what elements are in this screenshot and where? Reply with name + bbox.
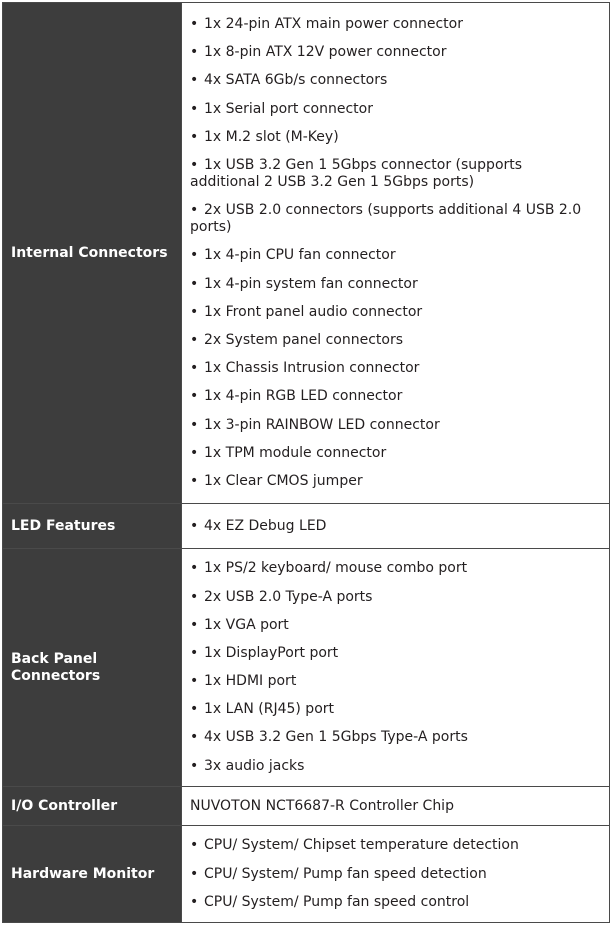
spec-item [190, 157, 595, 191]
bullet: • [190, 444, 199, 461]
spec-item [190, 360, 595, 377]
spec-item-text: 1x 8-pin ATX 12V power connector [204, 44, 447, 61]
spec-item-text: 1x DisplayPort port [204, 644, 339, 661]
spec-item-text: 1x Front panel audio connector [204, 303, 423, 320]
spec-item-text: 1x 24-pin ATX main power connector [204, 16, 463, 33]
spec-row-led-features [3, 504, 610, 549]
spec-item-text: 1x Serial port connector [204, 100, 373, 117]
spec-item-text: 1x TPM module connector [204, 444, 387, 461]
spec-value [182, 826, 610, 923]
spec-item [190, 589, 595, 606]
spec-item-text: 1x HDMI port [204, 673, 297, 690]
bullet: • [190, 100, 199, 117]
spec-item-text: CPU/ System/ Chipset temperature detection [204, 837, 519, 854]
spec-item [190, 304, 595, 321]
bullet: • [190, 16, 199, 33]
bullet: • [190, 837, 199, 854]
spec-row-back-panel-connectors [3, 549, 610, 787]
spec-item [190, 72, 595, 89]
spec-item [190, 518, 595, 535]
spec-item-text: 1x 3-pin RAINBOW LED connector [204, 416, 440, 433]
spec-item [190, 701, 595, 718]
bullet: • [190, 388, 199, 405]
bullet: • [190, 893, 199, 910]
spec-item-text: 4x SATA 6Gb/s connectors [204, 72, 388, 89]
spec-item [190, 332, 595, 349]
bullet: • [190, 560, 199, 577]
spec-item-text: 2x USB 2.0 connectors (supports additional 4 USB 2.0 ports) [190, 202, 582, 236]
internal-connectors-list [190, 16, 595, 490]
spec-item-text: 2x System panel connectors [204, 331, 404, 348]
spec-item-text: 1x USB 3.2 Gen 1 5Gbps connector (supports additional 2 USB 3.2 Gen 1 5Gbps ports) [190, 157, 523, 191]
spec-item [190, 388, 595, 405]
spec-item-text: 1x 4-pin CPU fan connector [204, 247, 396, 264]
spec-item [190, 729, 595, 746]
spec-item-text: 4x USB 3.2 Gen 1 5Gbps Type-A ports [204, 729, 468, 746]
spec-row-internal-connectors [3, 3, 610, 504]
spec-table [2, 2, 610, 923]
spec-row-io-controller [3, 787, 610, 826]
spec-value [182, 787, 610, 826]
led-features-list [190, 518, 595, 535]
spec-item [190, 758, 595, 775]
hardware-monitor-list [190, 837, 595, 910]
bullet: • [190, 517, 199, 534]
spec-item [190, 560, 595, 577]
bullet: • [190, 360, 199, 377]
spec-item-text: 4x EZ Debug LED [204, 517, 327, 534]
spec-item [190, 866, 595, 883]
spec-item-text: 1x PS/2 keyboard/ mouse combo port [204, 560, 468, 577]
bullet: • [190, 673, 199, 690]
spec-item-text: 1x M.2 slot (M-Key) [204, 128, 339, 145]
spec-item [190, 202, 595, 236]
bullet: • [190, 72, 199, 89]
bullet: • [190, 303, 199, 320]
spec-label: Internal Connectors [3, 3, 182, 504]
spec-item [190, 837, 595, 854]
spec-item [190, 445, 595, 462]
spec-item-text: 1x Clear CMOS jumper [204, 472, 363, 489]
spec-item [190, 101, 595, 118]
spec-value [182, 504, 610, 549]
bullet: • [190, 44, 199, 61]
io-controller-value: NUVOTON NCT6687-R Controller Chip [190, 797, 454, 814]
bullet: • [190, 757, 199, 774]
spec-item [190, 894, 595, 911]
spec-item [190, 247, 595, 264]
spec-label: Back Panel Connectors [3, 549, 182, 787]
spec-value [182, 549, 610, 787]
spec-item-text: CPU/ System/ Pump fan speed control [204, 893, 470, 910]
bullet: • [190, 202, 199, 219]
back-panel-list [190, 560, 595, 774]
bullet: • [190, 416, 199, 433]
spec-item [190, 44, 595, 61]
bullet: • [190, 729, 199, 746]
spec-item [190, 417, 595, 434]
spec-item-text: 2x USB 2.0 Type-A ports [204, 588, 373, 605]
bullet: • [190, 588, 199, 605]
spec-label: Hardware Monitor [3, 826, 182, 923]
spec-item [190, 276, 595, 293]
spec-item-text: 1x 4-pin system fan connector [204, 275, 418, 292]
bullet: • [190, 472, 199, 489]
bullet: • [190, 616, 199, 633]
bullet: • [190, 157, 199, 174]
spec-row-hardware-monitor [3, 826, 610, 923]
spec-item [190, 673, 595, 690]
spec-item [190, 129, 595, 146]
spec-label: I/O Controller [3, 787, 182, 826]
bullet: • [190, 247, 199, 264]
spec-item-text: 1x VGA port [204, 616, 289, 633]
spec-item-text: 1x 4-pin RGB LED connector [204, 388, 403, 405]
spec-item-text: 1x LAN (RJ45) port [204, 701, 335, 718]
spec-item-text: 3x audio jacks [204, 757, 305, 774]
bullet: • [190, 701, 199, 718]
spec-item [190, 617, 595, 634]
spec-label: LED Features [3, 504, 182, 549]
spec-value [182, 3, 610, 504]
spec-item-text: 1x Chassis Intrusion connector [204, 360, 420, 377]
bullet: • [190, 644, 199, 661]
bullet: • [190, 275, 199, 292]
spec-item [190, 645, 595, 662]
bullet: • [190, 865, 199, 882]
spec-item [190, 16, 595, 33]
spec-item-text: CPU/ System/ Pump fan speed detection [204, 865, 487, 882]
bullet: • [190, 128, 199, 145]
spec-item [190, 473, 595, 490]
bullet: • [190, 331, 199, 348]
